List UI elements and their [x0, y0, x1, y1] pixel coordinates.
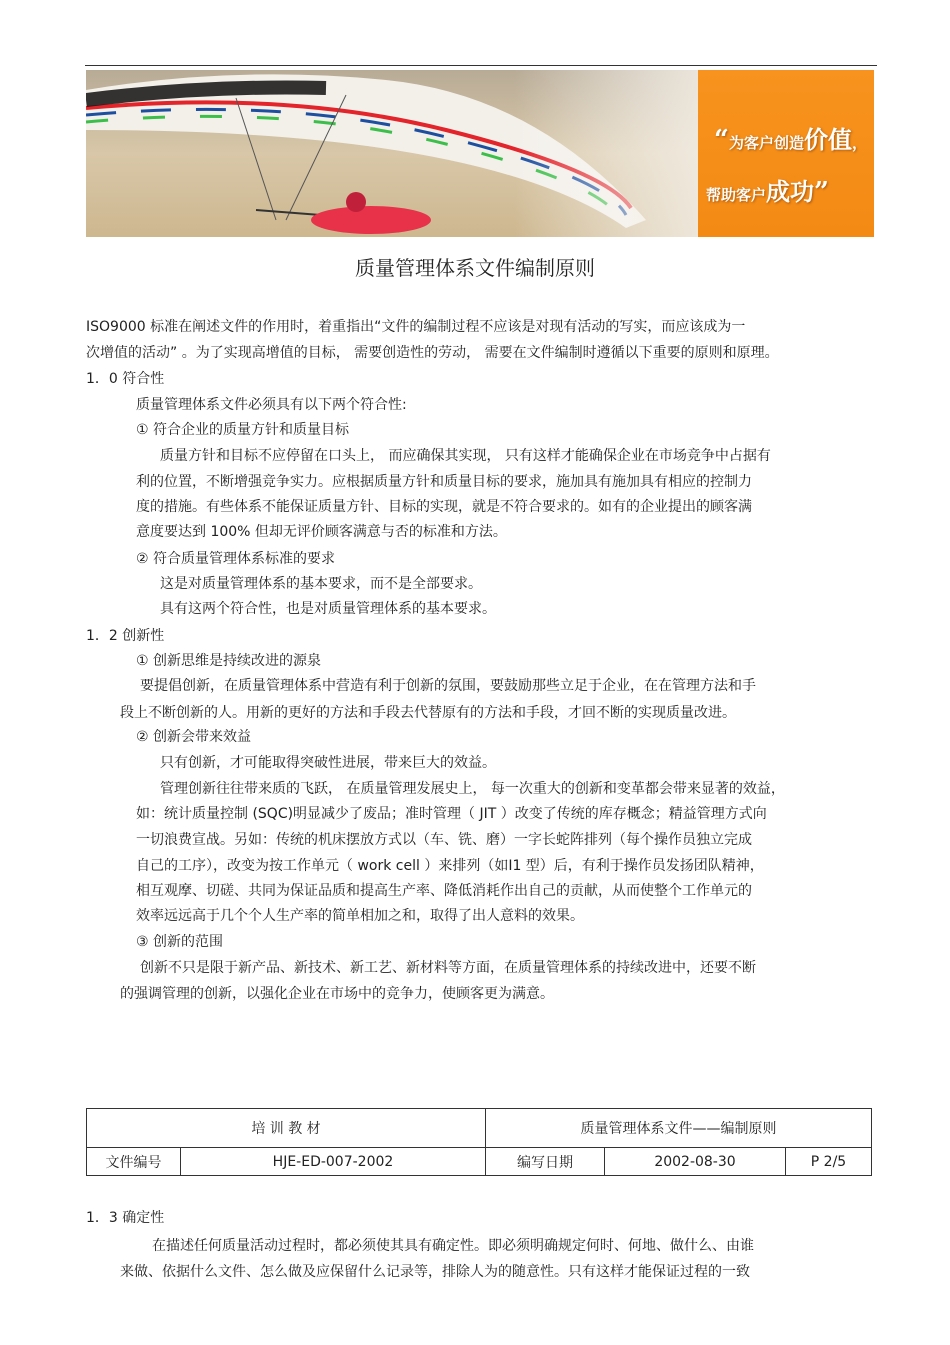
paragraph-line: 在描述任何质量活动过程时，都必须使其具有确定性。即必须明确规定何时、何地、做什么、由谁 — [152, 1238, 754, 1254]
paragraph-line: 质量方针和目标不应停留在口头上， 而应确保其实现， 只有这样才能确保企业在市场竞争中占据有 — [160, 448, 771, 464]
paragraph-line: 自己的工序），改变为按工作单元（ work cell ）来排列（如I1 型）后，有利于操作员发扬团队精神， — [136, 858, 764, 874]
paragraph-line: 如：统计质量控制 (SQC)明显减少了废品；准时管理（ JIT ）改变了传统的库存概念；精益管理方式向 — [136, 806, 767, 822]
paragraph-line: 创新不只是限于新产品、新技术、新工艺、新材料等方面，在质量管理体系的持续改进中，还要不断 — [140, 960, 756, 976]
list-item-heading: ③ 创新的范围 — [136, 934, 224, 950]
page-number: P 2/5 — [786, 1148, 872, 1176]
footer-right-title: 质量管理体系文件——编制原则 — [486, 1109, 872, 1148]
intro-line: 次增值的活动” 。为了实现高增值的目标， 需要创造性的劳动， 需要在文件编制时遵循以下重要的原则和原理。 — [86, 345, 779, 361]
paragraph-line: 效率远远高于几个个人生产率的简单相加之和，取得了出人意料的效果。 — [136, 908, 584, 924]
header-rule — [85, 65, 877, 66]
section-heading-conformity: 1．0 符合性 — [86, 371, 165, 387]
slogan-panel — [698, 70, 874, 237]
slogan-line-1: “为客户创造价值， — [714, 125, 867, 155]
document-title: 质量管理体系文件编制原则 — [355, 256, 595, 280]
section-heading-innovation: 1．2 创新性 — [86, 628, 165, 644]
doc-number-value: HJE-ED-007-2002 — [181, 1148, 486, 1176]
list-item-heading: ② 符合质量管理体系标准的要求 — [136, 551, 336, 567]
paragraph-line: 意度要达到 100% 但却无评价顾客满意与否的标准和方法。 — [136, 524, 507, 540]
document-footer-table — [86, 1108, 872, 1176]
paragraph-line: 具有这两个符合性，也是对质量管理体系的基本要求。 — [160, 601, 496, 617]
paragraph-line: 质量管理体系文件必须具有以下两个符合性: — [136, 397, 407, 413]
paragraph-line: 要提倡创新，在质量管理体系中营造有利于创新的氛围，要鼓励那些立足于企业，在在管理方法和手 — [140, 678, 756, 694]
list-item-heading: ② 创新会带来效益 — [136, 729, 252, 745]
paragraph-line: 来做、依据什么文件、怎么做及应保留什么记录等，排除人为的随意性。只有这样才能保证过程的一致 — [120, 1264, 750, 1280]
paragraph-line: 段上不断创新的人。用新的更好的方法和手段去代替原有的方法和手段，才回不断的实现质量改进。 — [120, 705, 736, 721]
date-value: 2002-08-30 — [605, 1148, 786, 1176]
doc-number-label: 文件编号 — [87, 1148, 181, 1176]
slogan-line-2: 帮助客户成功” — [706, 177, 829, 207]
intro-line: ISO9000 标准在阐述文件的作用时，着重指出“文件的编制过程不应该是对现有活动的写实，而应该成为一 — [86, 319, 746, 335]
list-item-heading: ① 符合企业的质量方针和质量目标 — [136, 422, 350, 438]
paragraph-line: 相互观摩、切磋、共同为保证品质和提高生产率、降低消耗作出自己的贡献，从而使整个工作单元的 — [136, 883, 752, 899]
hang-glider-photo — [86, 70, 698, 237]
section-heading-certainty: 1．3 确定性 — [86, 1210, 165, 1226]
date-label: 编写日期 — [486, 1148, 605, 1176]
paragraph-line: 管理创新往往带来质的飞跃， 在质量管理发展史上， 每一次重大的创新和变革都会带来显著的效益， — [160, 781, 785, 797]
paragraph-line: 一切浪费宣战。另如：传统的机床摆放方式以（车、铣、磨）一字长蛇阵排列（每个操作员独立完成 — [136, 832, 752, 848]
paragraph-line: 只有创新，才可能取得突破性进展，带来巨大的效益。 — [160, 755, 496, 771]
list-item-heading: ① 创新思维是持续改进的源泉 — [136, 653, 322, 669]
header-banner — [86, 70, 874, 237]
paragraph-line: 度的措施。有些体系不能保证质量方针、目标的实现，就是不符合要求的。如有的企业提出的顾客满 — [136, 499, 752, 515]
paragraph-line: 这是对质量管理体系的基本要求，而不是全部要求。 — [160, 576, 482, 592]
paragraph-line: 的强调管理的创新，以强化企业在市场中的竞争力，使顾客更为满意。 — [120, 986, 554, 1002]
paragraph-line: 利的位置，不断增强竞争实力。应根据质量方针和质量目标的要求，施加具有施加具有相应的控制力 — [136, 474, 752, 490]
footer-left-title: 培 训 教 材 — [87, 1109, 486, 1148]
